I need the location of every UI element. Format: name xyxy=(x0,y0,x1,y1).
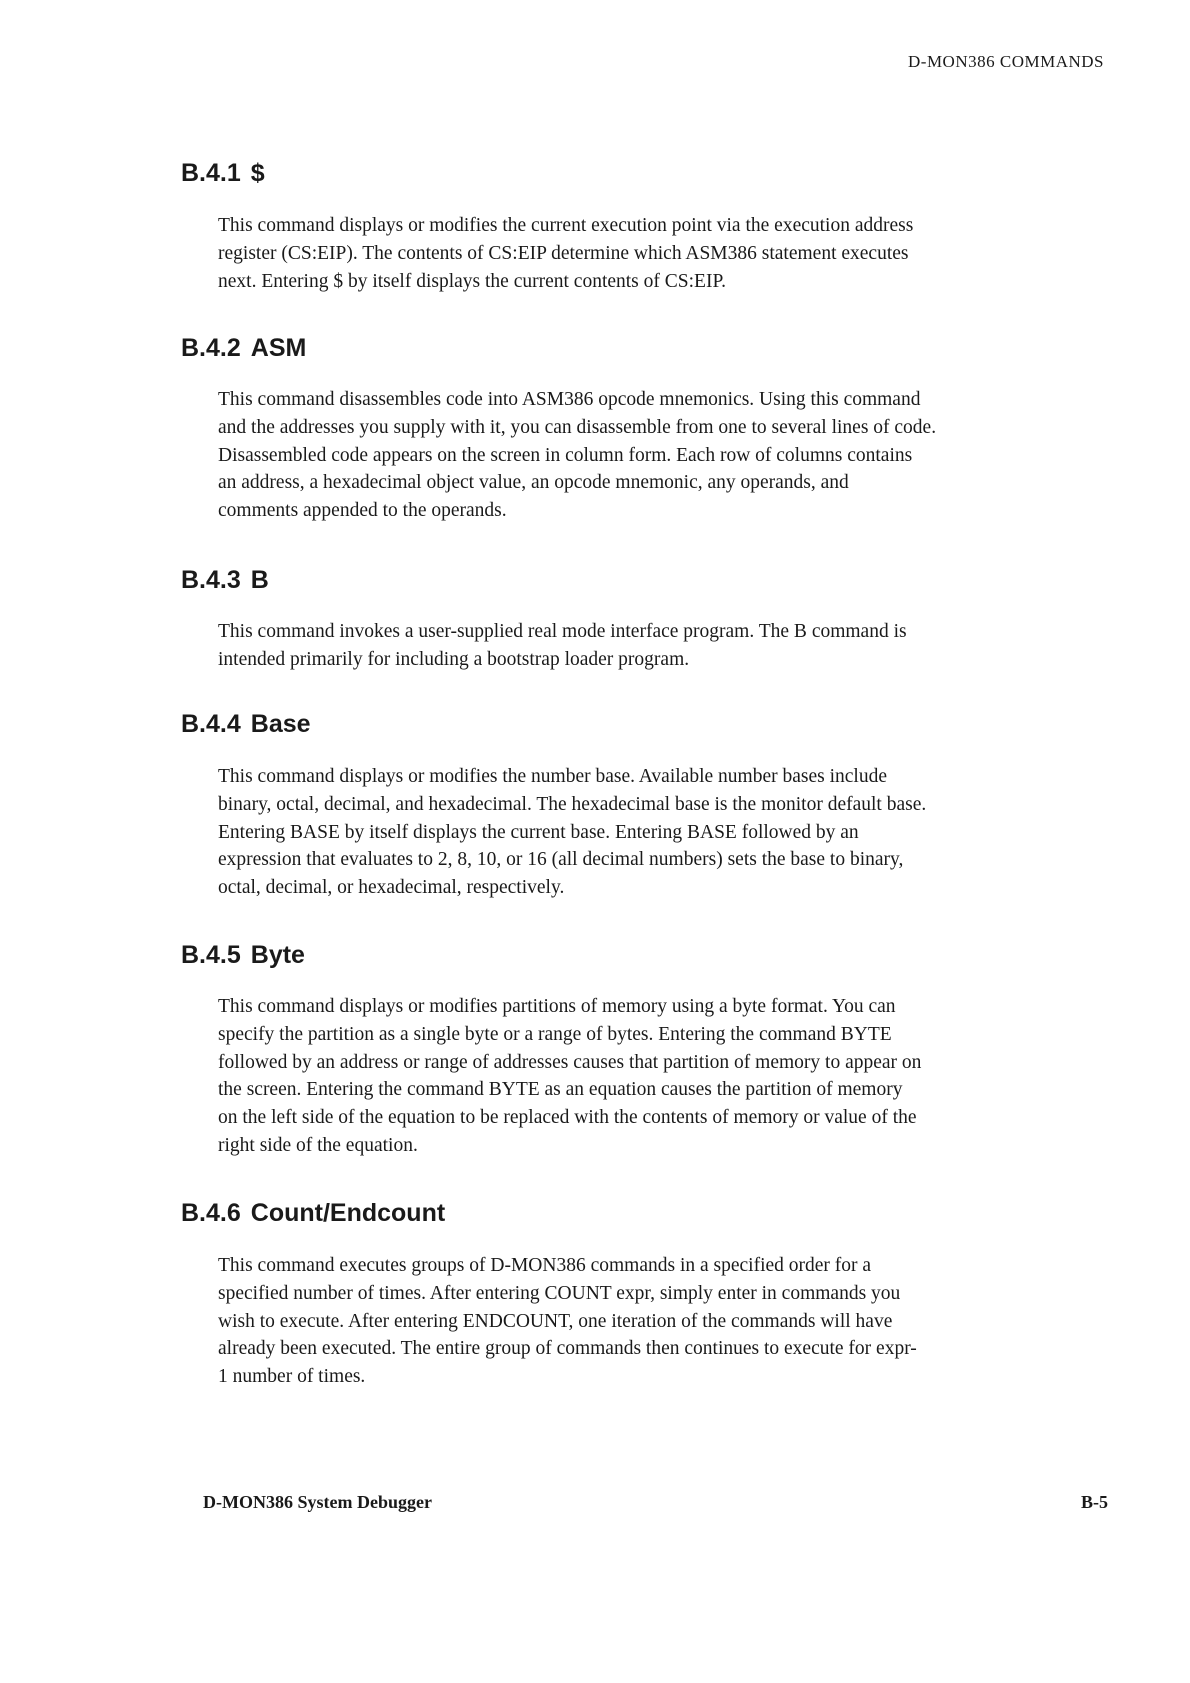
section-heading xyxy=(181,565,269,595)
section-body: This command executes groups of D-MON386 commands in a specified order for a specified number of times. After entering COUNT expr, simply enter in commands you wish to execute. After entering ENDCOUNT, one iteration of the commands will have already been executed. The entire group of commands then continues to execute for expr- 1 number of times. xyxy=(218,1255,917,1388)
running-footer xyxy=(203,1492,1108,1513)
running-header: D-MON386 COMMANDS xyxy=(908,52,1104,71)
section-number: B.4.4 xyxy=(181,710,241,738)
section-number: B.4.5 xyxy=(181,941,241,969)
section-body: This command invokes a user-supplied real mode interface program. The B command is intended primarily for including a bootstrap loader program. xyxy=(218,621,907,670)
page-number: B-5 xyxy=(1081,1492,1108,1512)
section-body: This command displays or modifies the number base. Available number bases include binary, octal, decimal, and hexadecimal. The hexadecimal base is the monitor default base. Entering BASE by itself displays the current base. Entering BASE followed by an expression that evaluates to 2, 8, 10, or 16 (all decimal numbers) sets the base to binary, octal, decimal, or hexadecimal, respectively. xyxy=(218,766,927,899)
section-heading xyxy=(181,158,265,188)
section-title: $ xyxy=(250,159,265,187)
section-number: B.4.3 xyxy=(181,566,241,594)
section-heading xyxy=(181,1198,445,1228)
section-body: This command displays or modifies partitions of memory using a byte format. You can specify the partition as a single byte or a range of bytes. Entering the command BYTE followed by an address or range of addresses causes that partition of memory to appear on the screen. Entering the command BYTE as an equation causes the partition of memory on the left side of the equation to be replaced with the contents of memory or value of the right side of the equation. xyxy=(218,996,922,1156)
section-body: This command disassembles code into ASM386 opcode mnemonics. Using this command and the addresses you supply with it, you can disassemble from one to several lines of code. Disassembled code appears on the screen in column form. Each row of columns contains an address, a hexadecimal object value, an opcode mnemonic, any operands, and comments appended to the operands. xyxy=(218,389,937,522)
footer-book-title: D-MON386 System Debugger xyxy=(203,1492,432,1512)
section-heading xyxy=(181,333,306,363)
section-title: Base xyxy=(250,710,311,738)
section-title: Byte xyxy=(250,941,305,969)
section-heading xyxy=(181,940,305,970)
section-heading xyxy=(181,709,311,739)
section-title: ASM xyxy=(250,334,307,362)
section-title: Count/Endcount xyxy=(250,1199,446,1227)
section-number: B.4.1 xyxy=(181,159,241,187)
section-title: B xyxy=(250,566,269,594)
section-body: This command displays or modifies the current execution point via the execution address register (CS:EIP). The contents of CS:EIP determine which ASM386 statement executes next. Entering $ by itself displays the current contents of CS:EIP. xyxy=(218,215,914,292)
section-number: B.4.2 xyxy=(181,334,241,362)
section-number: B.4.6 xyxy=(181,1199,241,1227)
